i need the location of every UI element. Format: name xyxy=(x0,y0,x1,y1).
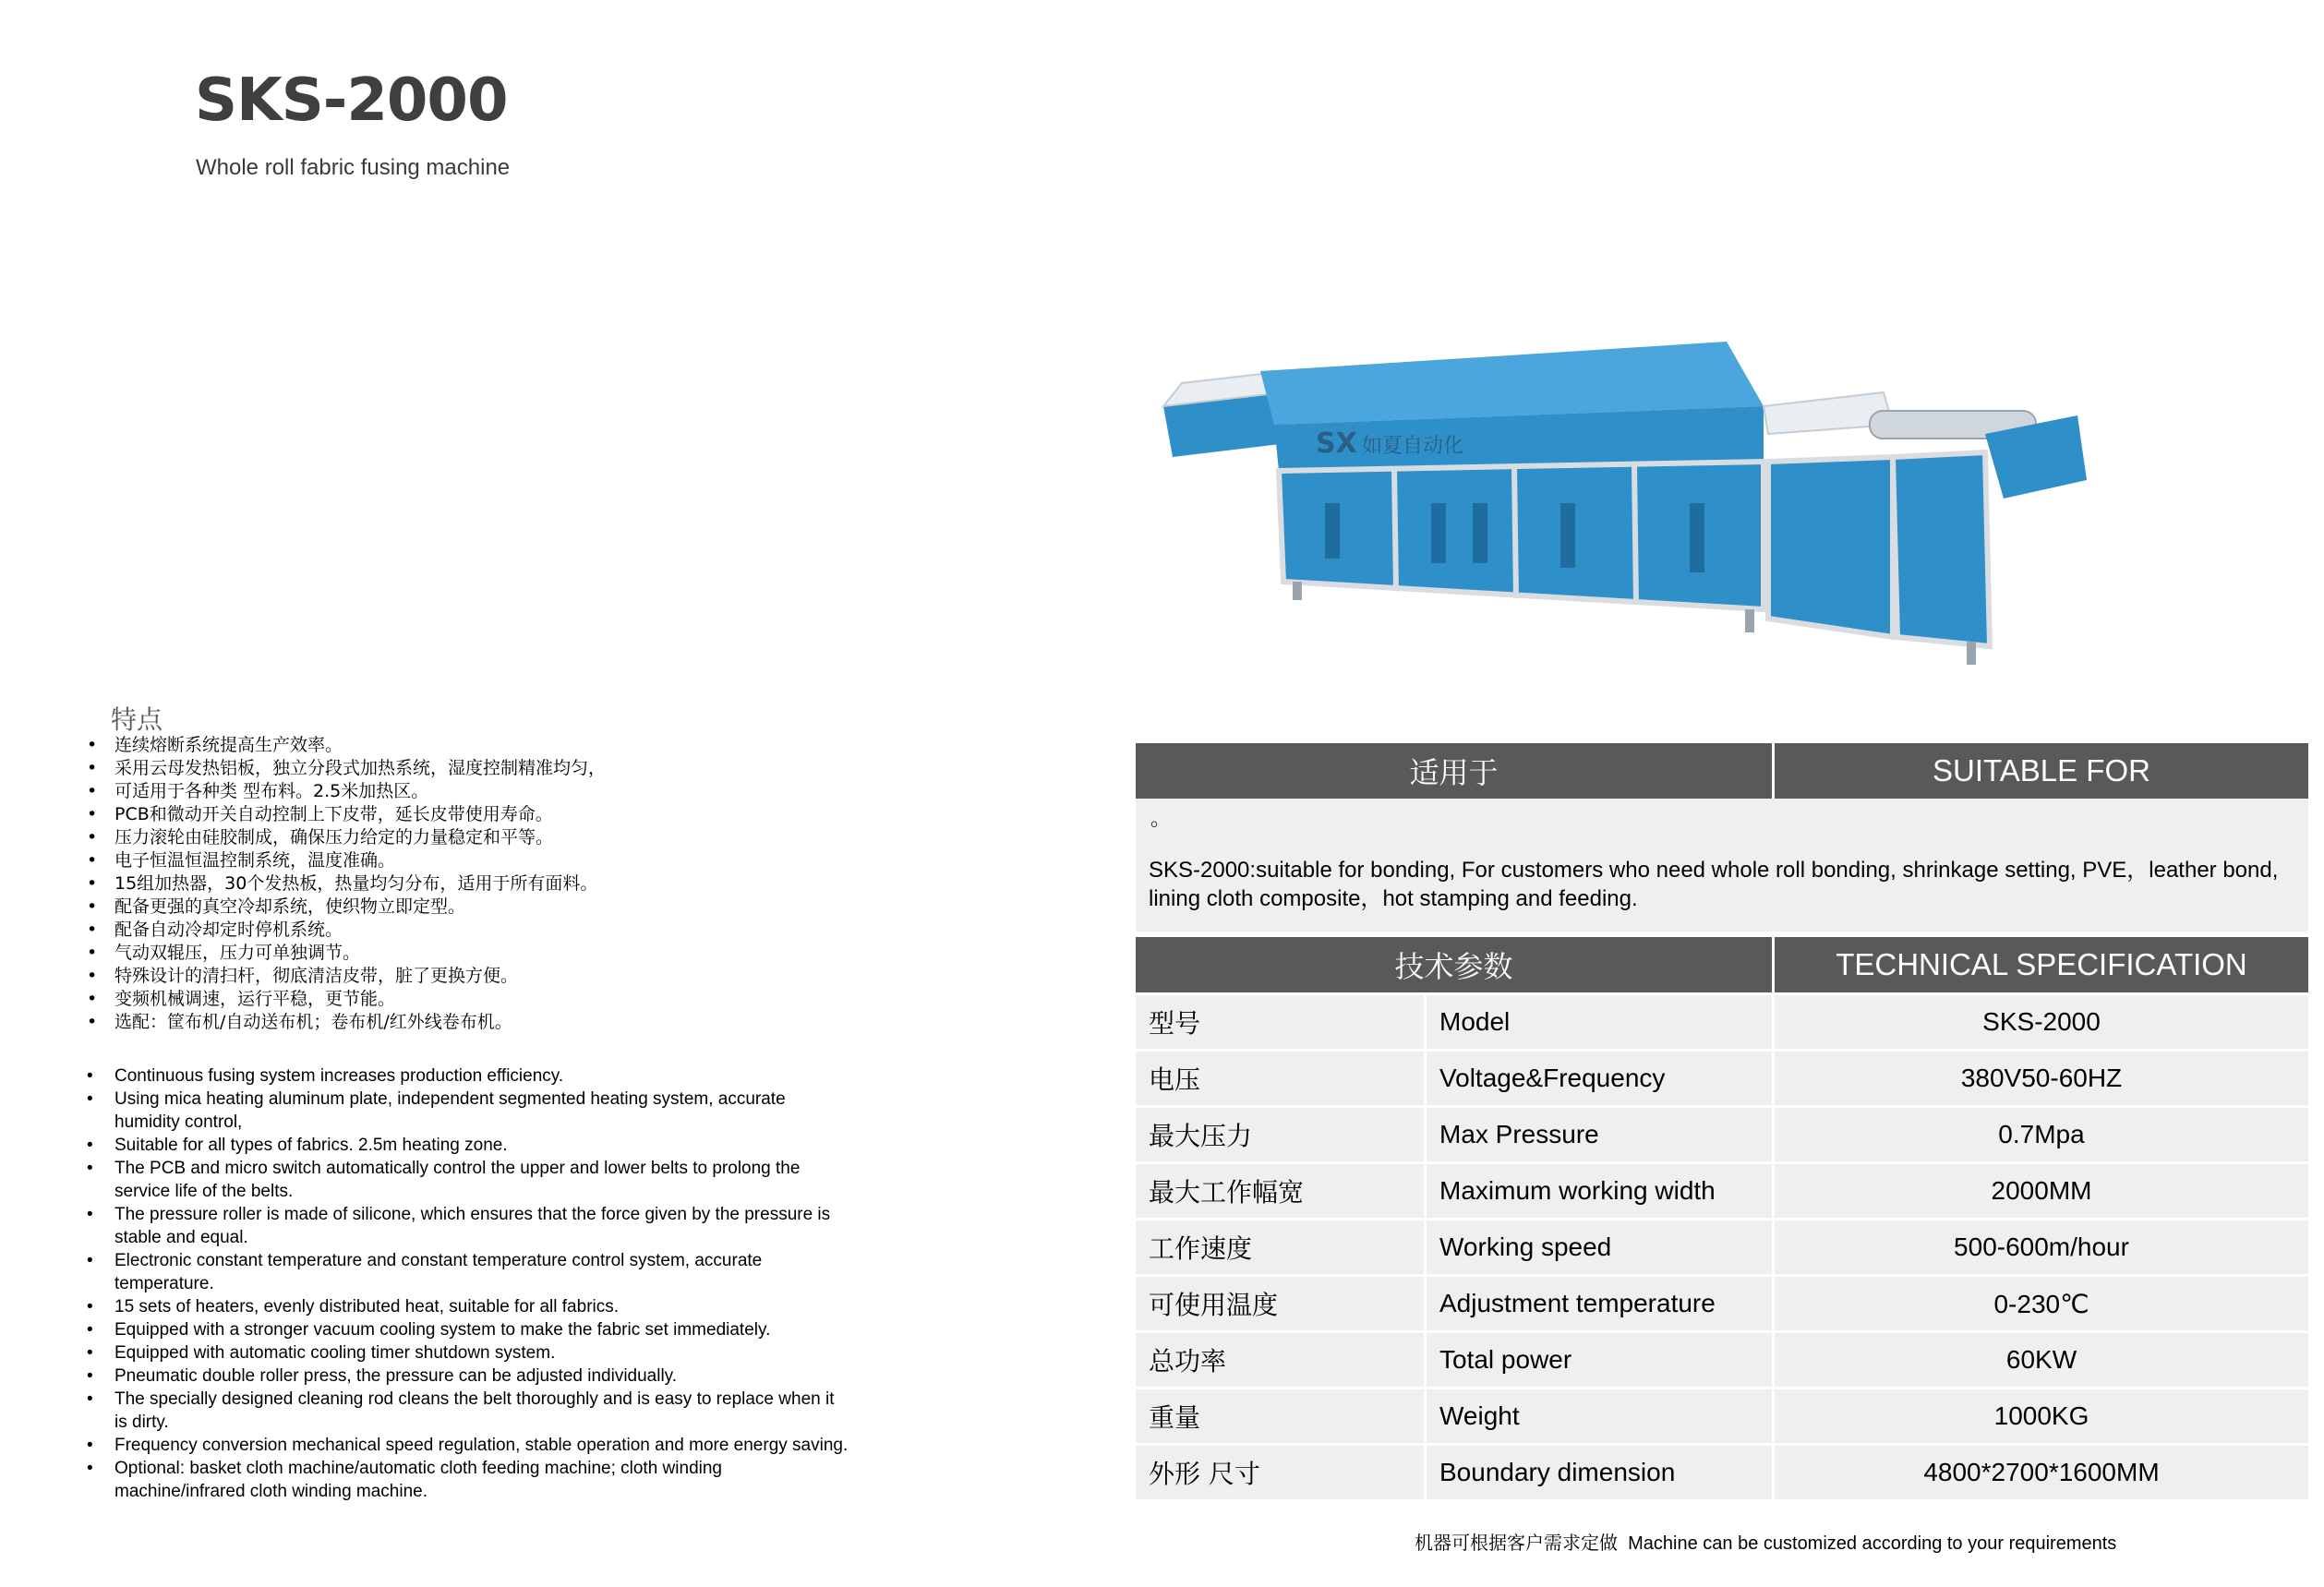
spec-value: 2000MM xyxy=(1991,1176,2092,1205)
feature-item: • Continuous fusing system increases production efficiency. xyxy=(85,1064,851,1088)
feature-item: • 配备自动冷却定时停机系统。 xyxy=(85,919,851,942)
spec-label-en: Boundary dimension xyxy=(1427,1446,1775,1499)
feature-item: • 变频机械调速，运行平稳，更节能。 xyxy=(85,988,851,1011)
spec-label-en: Model xyxy=(1427,995,1775,1049)
machine-image xyxy=(1154,305,2096,711)
spec-value: 0-230℃ xyxy=(1993,1289,2089,1318)
feature-item: • Using mica heating aluminum plate, independent segmented heating system, accurate humidity control, xyxy=(85,1088,851,1134)
feature-item: • 15 sets of heaters, evenly distributed heat, suitable for all fabrics. xyxy=(85,1295,851,1318)
spec-rows xyxy=(1136,992,2308,1499)
footnote-zh: 机器可根据客户需求定做 xyxy=(1415,1532,1618,1554)
spec-row xyxy=(1136,1161,2308,1218)
spec-label-zh: 最大工作幅宽 xyxy=(1136,1164,1427,1218)
spec-header xyxy=(1136,937,2308,992)
spec-header-en: TECHNICAL SPECIFICATION xyxy=(1836,947,2247,981)
spec-header-zh: 技术参数 xyxy=(1136,937,1775,992)
spec-label-zh: 外形 尺寸 xyxy=(1136,1446,1427,1499)
machine-logo: SX xyxy=(1316,427,1357,460)
spec-label-zh: 工作速度 xyxy=(1136,1220,1427,1274)
spec-value: 0.7Mpa xyxy=(1998,1120,2085,1148)
feature-item: • Equipped with automatic cooling timer shutdown system. xyxy=(85,1341,851,1365)
spec-row xyxy=(1136,992,2308,1049)
spec-table xyxy=(1136,743,2308,1499)
suitable-text: SKS-2000:suitable for bonding, For customers who need whole roll bonding, shrinkage setting, PVE，leather bond, lining cloth composite，hot stamping and feeding. xyxy=(1149,858,2279,911)
feature-item: • 气动双辊压，压力可单独调节。 xyxy=(85,942,851,965)
spec-label-en: Total power xyxy=(1427,1333,1775,1387)
feature-item: • 可适用于各种类 型布料。2.5米加热区。 xyxy=(85,780,851,803)
spec-row xyxy=(1136,1443,2308,1499)
feature-item: • Suitable for all types of fabrics. 2.5m heating zone. xyxy=(85,1134,851,1157)
spec-label-en: Adjustment temperature xyxy=(1427,1277,1775,1330)
machine-brand: 如夏自动化 xyxy=(1362,435,1464,458)
spec-row xyxy=(1136,1105,2308,1161)
spec-label-en: Working speed xyxy=(1427,1220,1775,1274)
feature-item: • 电子恒温恒温控制系统，温度准确。 xyxy=(85,849,851,872)
product-title: SKS-2000 xyxy=(195,66,508,135)
spec-label-en: Maximum working width xyxy=(1427,1164,1775,1218)
spec-label-zh: 总功率 xyxy=(1136,1333,1427,1387)
footnote xyxy=(1415,1528,2116,1555)
feature-item: • The specially designed cleaning rod cleans the belt thoroughly and is easy to replace when it is dirty. xyxy=(85,1388,851,1434)
spec-row xyxy=(1136,1330,2308,1387)
spec-value: 1000KG xyxy=(1993,1401,2089,1430)
spec-label-zh: 电压 xyxy=(1136,1052,1427,1105)
suitable-header xyxy=(1136,743,2308,799)
feature-item: • 采用云母发热铝板，独立分段式加热系统，湿度控制精准均匀， xyxy=(85,757,851,780)
feature-item: • Pneumatic double roller press, the pressure can be adjusted individually. xyxy=(85,1365,851,1388)
spec-row xyxy=(1136,1049,2308,1105)
spec-label-en: Voltage&Frequency xyxy=(1427,1052,1775,1105)
features-list-en xyxy=(85,1064,851,1503)
product-subtitle: Whole roll fabric fusing machine xyxy=(196,155,511,180)
spec-row xyxy=(1136,1387,2308,1443)
feature-item: • Optional: basket cloth machine/automatic cloth feeding machine; cloth winding machine/infrared cloth winding machine. xyxy=(85,1457,851,1503)
feature-item: • 连续熔断系统提高生产效率。 xyxy=(85,734,851,757)
spec-label-en: Weight xyxy=(1427,1389,1775,1443)
spec-row xyxy=(1136,1274,2308,1330)
spec-label-zh: 重量 xyxy=(1136,1389,1427,1443)
feature-item: • Equipped with a stronger vacuum cooling system to make the fabric set immediately. xyxy=(85,1318,851,1341)
feature-item: • 15组加热器，30个发热板，热量均匀分布，适用于所有面料。 xyxy=(85,872,851,896)
spec-value: 500-600m/hour xyxy=(1954,1232,2129,1261)
suitable-header-zh: 适用于 xyxy=(1136,743,1775,799)
feature-item: • PCB和微动开关自动控制上下皮带，延长皮带使用寿命。 xyxy=(85,803,851,826)
suitable-dot: 。 xyxy=(1150,807,1172,830)
spec-value: SKS-2000 xyxy=(1982,1007,2101,1036)
footnote-en: Machine can be customized according to your requirements xyxy=(1628,1533,2117,1554)
features-list-zh xyxy=(85,734,851,1034)
feature-item: • Frequency conversion mechanical speed regulation, stable operation and more energy saving. xyxy=(85,1434,851,1457)
spec-label-zh: 型号 xyxy=(1136,995,1427,1049)
spec-label-zh: 最大压力 xyxy=(1136,1108,1427,1161)
suitable-header-en: SUITABLE FOR xyxy=(1933,753,2150,787)
feature-item: • 选配：筐布机/自动送布机；卷布机/红外线卷布机。 xyxy=(85,1011,851,1034)
feature-item: • 压力滚轮由硅胶制成，确保压力给定的力量稳定和平等。 xyxy=(85,826,851,849)
cooling-cabinet xyxy=(1768,457,1893,637)
spec-row xyxy=(1136,1218,2308,1274)
features-heading: 特点 xyxy=(111,704,163,735)
output-cabinet xyxy=(1893,452,1990,646)
suitable-body xyxy=(1136,799,2308,932)
spec-value: 380V50-60HZ xyxy=(1960,1064,2123,1092)
feature-item: • 特殊设计的清扫杆，彻底清洁皮带，脏了更换方便。 xyxy=(85,965,851,988)
spec-label-en: Max Pressure xyxy=(1427,1108,1775,1161)
feature-item: • Electronic constant temperature and constant temperature control system, accurate temperature. xyxy=(85,1249,851,1295)
feature-item: • The pressure roller is made of silicone, which ensures that the force given by the pressure is stable and equal. xyxy=(85,1203,851,1249)
spec-value: 60KW xyxy=(2005,1345,2077,1374)
spec-label-zh: 可使用温度 xyxy=(1136,1277,1427,1330)
feature-item: • 配备更强的真空冷却系统，使织物立即定型。 xyxy=(85,896,851,919)
feature-item: • The PCB and micro switch automatically control the upper and lower belts to prolong the service life of the belts. xyxy=(85,1157,851,1203)
spec-value: 4800*2700*1600MM xyxy=(1923,1458,2160,1486)
